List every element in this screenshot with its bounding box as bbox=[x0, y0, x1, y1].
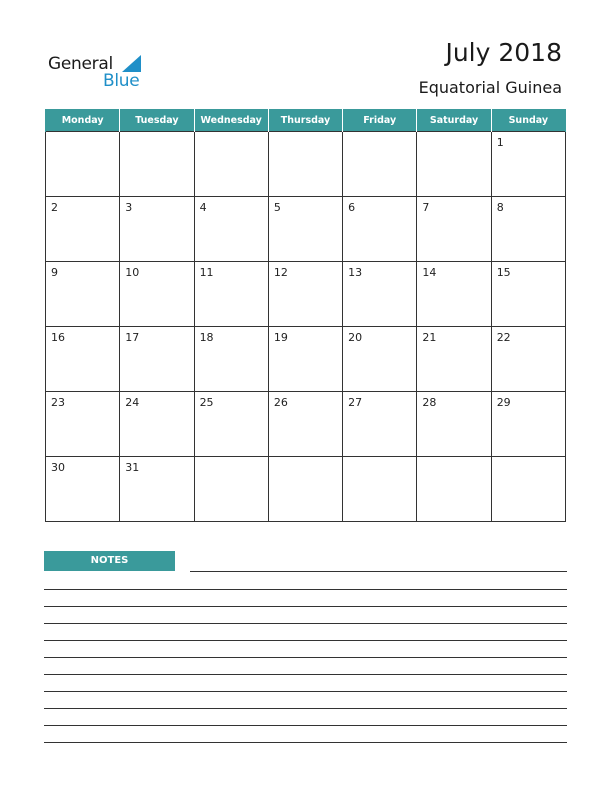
day-number: 9 bbox=[51, 266, 58, 279]
day-cell bbox=[417, 457, 491, 522]
week-row bbox=[46, 197, 566, 262]
day-cell bbox=[417, 262, 491, 327]
week-row bbox=[46, 262, 566, 327]
day-number: 15 bbox=[496, 266, 511, 279]
day-cell bbox=[46, 457, 120, 522]
day-cell bbox=[120, 457, 194, 522]
day-cell bbox=[417, 392, 491, 457]
day-number: 11 bbox=[199, 266, 214, 279]
day-cell bbox=[343, 197, 417, 262]
day-number: 3 bbox=[125, 201, 133, 214]
day-cell bbox=[491, 262, 565, 327]
day-number: 19 bbox=[273, 331, 288, 344]
day-cell bbox=[491, 457, 565, 522]
day-cell bbox=[417, 132, 491, 197]
day-cell bbox=[194, 262, 268, 327]
day-number: 23 bbox=[51, 396, 65, 409]
week-row bbox=[46, 457, 566, 522]
note-line bbox=[44, 691, 567, 692]
day-number: 22 bbox=[496, 331, 511, 344]
week-row bbox=[46, 392, 566, 457]
day-cell bbox=[343, 132, 417, 197]
day-cell bbox=[268, 262, 342, 327]
day-cell bbox=[343, 457, 417, 522]
day-number: 13 bbox=[348, 266, 363, 279]
day-cell bbox=[491, 197, 565, 262]
country-name: Equatorial Guinea bbox=[418, 78, 562, 97]
weekday-wednesday: Wednesday bbox=[194, 109, 268, 132]
day-number: 27 bbox=[348, 396, 363, 409]
day-number: 17 bbox=[125, 331, 140, 344]
day-cell bbox=[46, 327, 120, 392]
day-number: 2 bbox=[51, 201, 58, 214]
weekday-monday: Monday bbox=[46, 109, 120, 132]
day-number: 16 bbox=[51, 331, 65, 344]
day-number: 4 bbox=[199, 201, 207, 214]
day-number: 24 bbox=[125, 396, 140, 409]
month-title: July 2018 bbox=[445, 38, 562, 67]
day-number: 28 bbox=[422, 396, 437, 409]
day-cell bbox=[343, 262, 417, 327]
day-number: 30 bbox=[51, 461, 65, 474]
note-line bbox=[44, 674, 567, 675]
note-line bbox=[44, 640, 567, 641]
logo-text-general: General bbox=[48, 54, 113, 74]
day-cell bbox=[491, 132, 565, 197]
day-cell bbox=[194, 132, 268, 197]
day-cell bbox=[194, 392, 268, 457]
day-cell bbox=[46, 197, 120, 262]
day-cell bbox=[268, 392, 342, 457]
day-cell bbox=[491, 392, 565, 457]
day-cell bbox=[343, 327, 417, 392]
day-cell bbox=[194, 457, 268, 522]
day-cell bbox=[194, 327, 268, 392]
logo-triangle-icon bbox=[122, 55, 141, 72]
generalblue-logo bbox=[48, 54, 148, 94]
day-cell bbox=[417, 197, 491, 262]
note-line bbox=[44, 657, 567, 658]
day-cell bbox=[46, 392, 120, 457]
day-cell bbox=[120, 262, 194, 327]
day-number: 20 bbox=[348, 331, 363, 344]
day-number: 12 bbox=[273, 266, 288, 279]
weekday-header-row bbox=[46, 109, 566, 132]
day-number: 18 bbox=[199, 331, 214, 344]
calendar-grid bbox=[45, 109, 566, 522]
day-number: 1 bbox=[496, 136, 504, 149]
note-line bbox=[44, 589, 567, 590]
note-line bbox=[190, 571, 567, 572]
day-number: 6 bbox=[348, 201, 356, 214]
note-line bbox=[44, 606, 567, 607]
weekday-sunday: Sunday bbox=[491, 109, 565, 132]
day-cell bbox=[268, 327, 342, 392]
weekday-thursday: Thursday bbox=[268, 109, 342, 132]
day-number: 25 bbox=[199, 396, 214, 409]
notes-label: NOTES bbox=[44, 551, 175, 571]
day-number: 5 bbox=[273, 201, 281, 214]
day-cell bbox=[120, 392, 194, 457]
day-number: 26 bbox=[273, 396, 288, 409]
day-number: 7 bbox=[422, 201, 430, 214]
day-number: 10 bbox=[125, 266, 140, 279]
day-cell bbox=[417, 327, 491, 392]
day-cell bbox=[120, 327, 194, 392]
note-line bbox=[44, 725, 567, 726]
day-cell bbox=[46, 132, 120, 197]
day-number: 21 bbox=[422, 331, 437, 344]
day-cell bbox=[268, 132, 342, 197]
day-cell bbox=[194, 197, 268, 262]
day-cell bbox=[268, 197, 342, 262]
note-line bbox=[44, 623, 567, 624]
day-number: 14 bbox=[422, 266, 437, 279]
weekday-tuesday: Tuesday bbox=[120, 109, 194, 132]
day-cell bbox=[120, 132, 194, 197]
week-row bbox=[46, 327, 566, 392]
day-cell bbox=[46, 262, 120, 327]
day-number: 8 bbox=[496, 201, 504, 214]
weekday-saturday: Saturday bbox=[417, 109, 491, 132]
day-cell bbox=[268, 457, 342, 522]
weekday-friday: Friday bbox=[343, 109, 417, 132]
day-number: 29 bbox=[496, 396, 511, 409]
day-cell bbox=[343, 392, 417, 457]
note-line bbox=[44, 708, 567, 709]
note-line bbox=[44, 742, 567, 743]
day-cell bbox=[491, 327, 565, 392]
day-cell bbox=[120, 197, 194, 262]
day-number: 31 bbox=[125, 461, 140, 474]
logo-text-blue: Blue bbox=[103, 71, 140, 91]
week-row bbox=[46, 132, 566, 197]
